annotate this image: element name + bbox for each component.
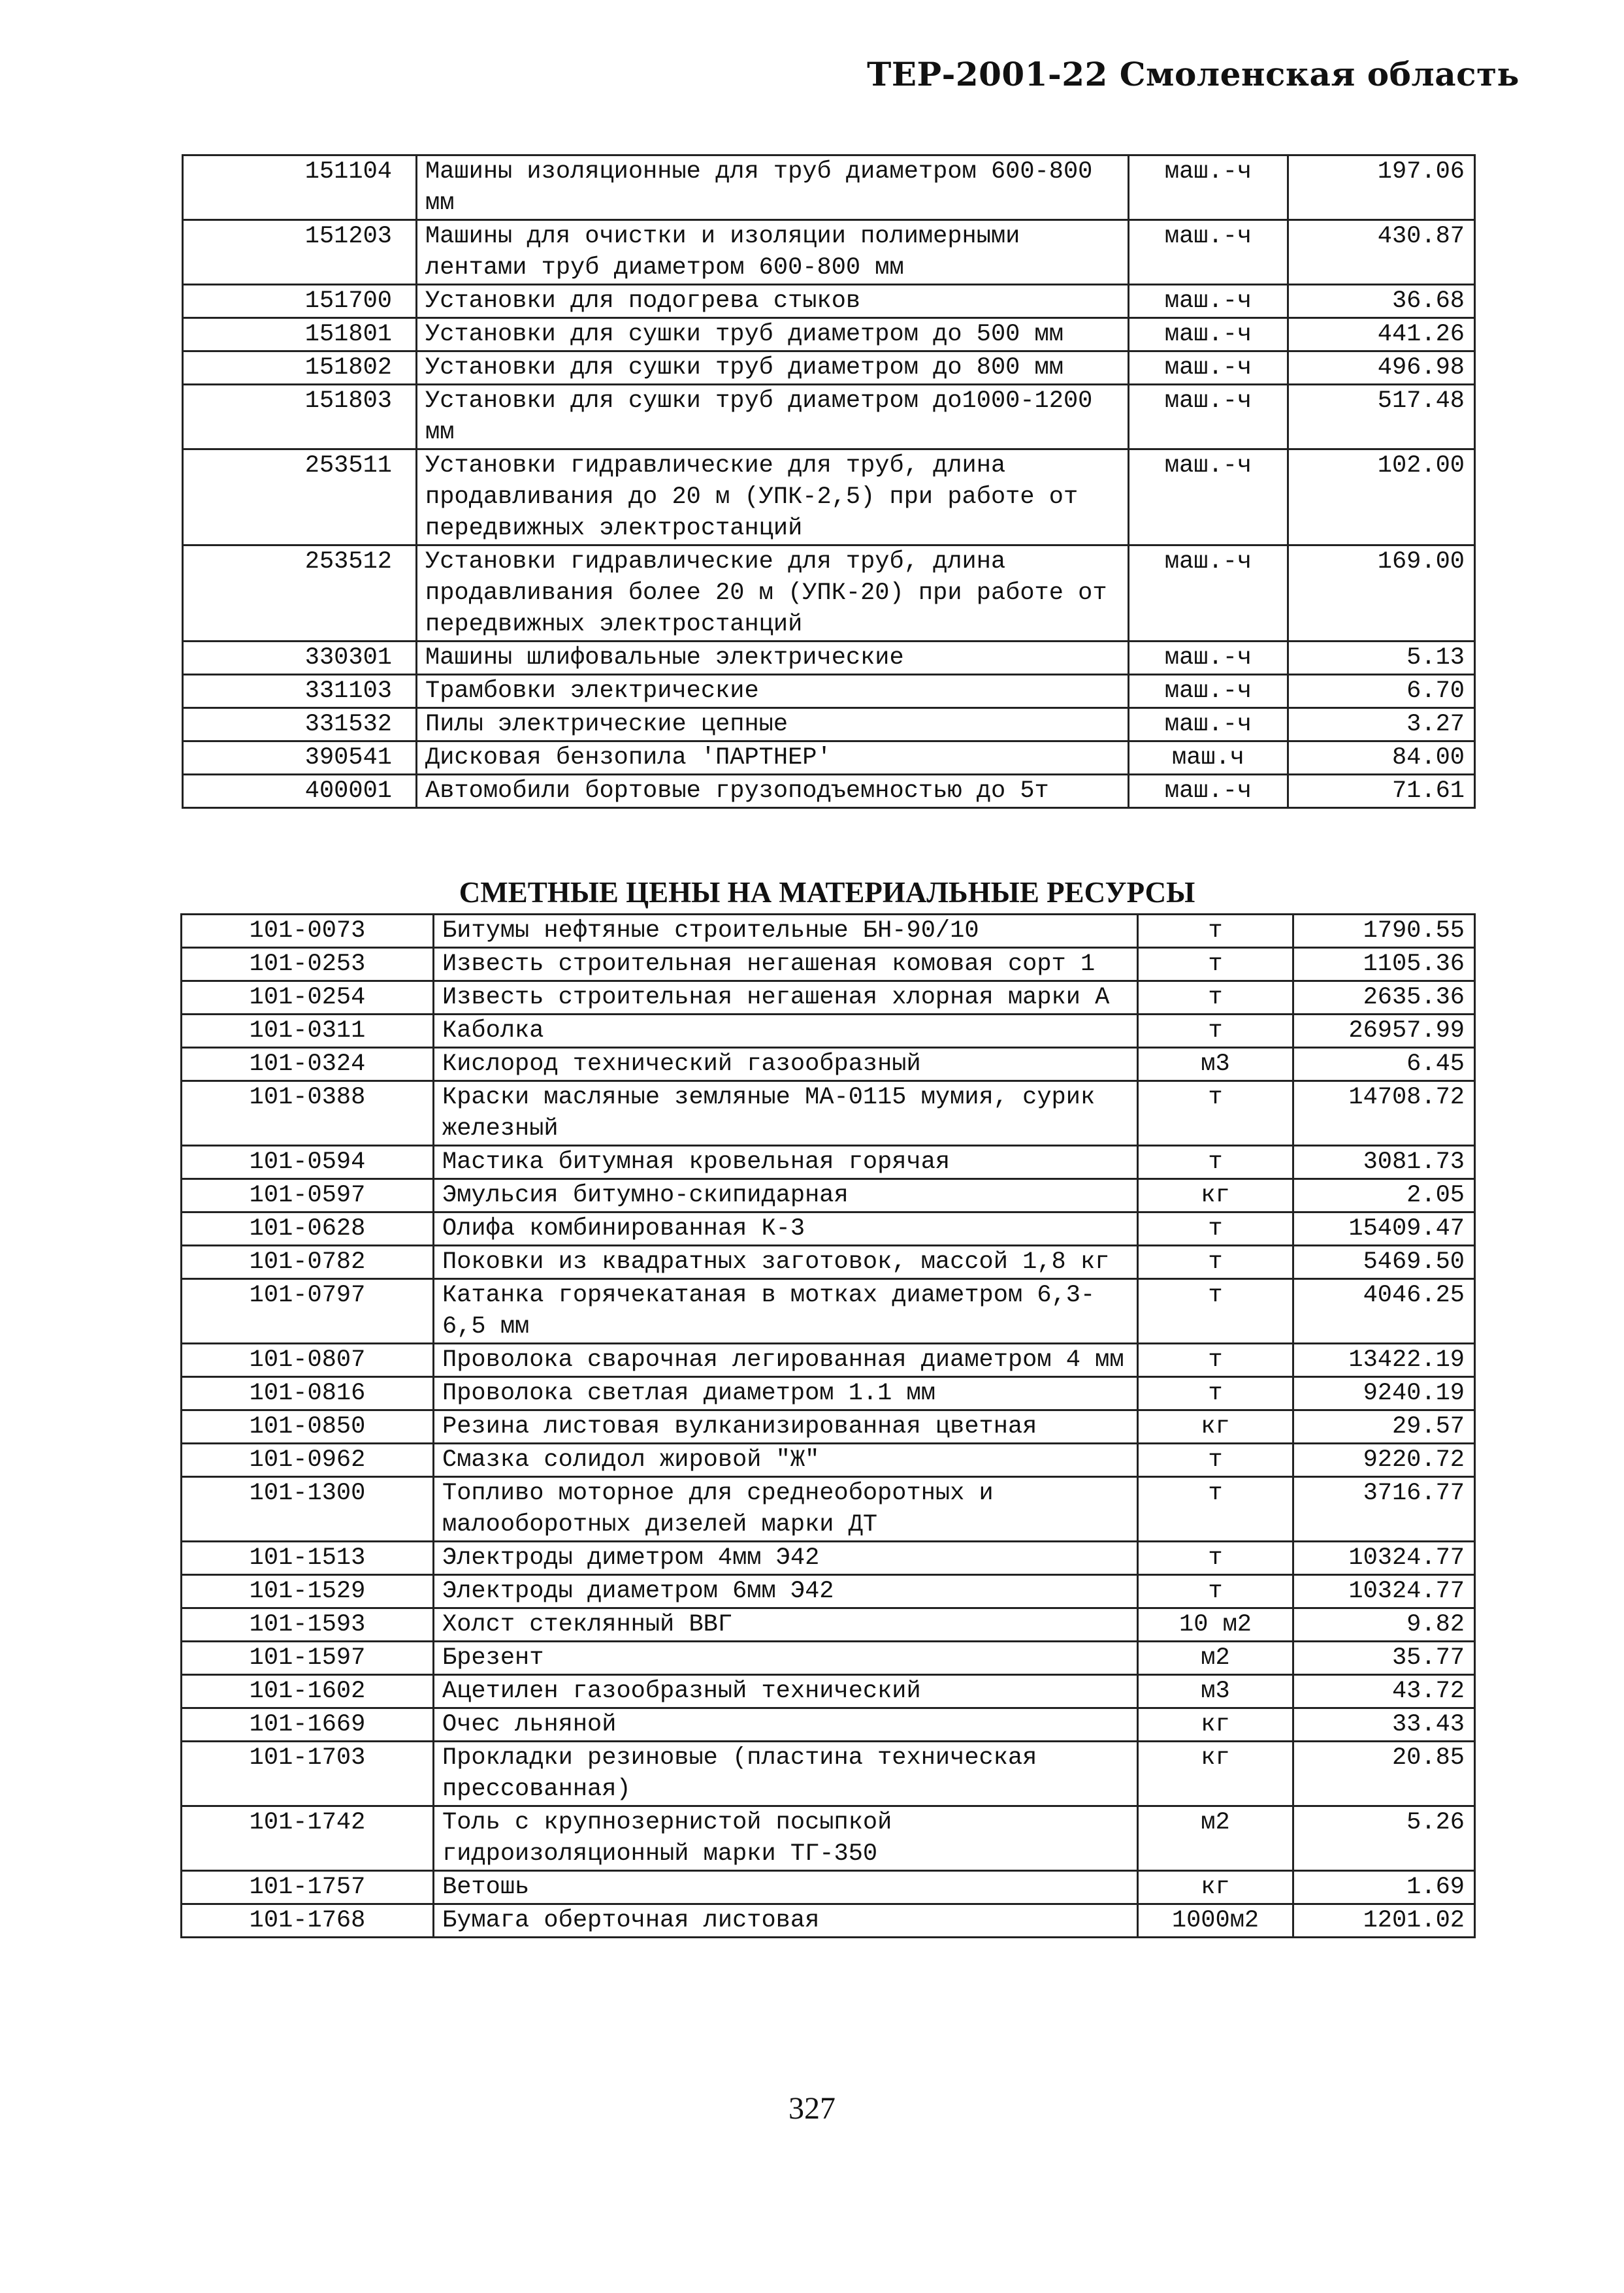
row-unit: т	[1138, 1542, 1293, 1575]
row-price: 36.68	[1288, 285, 1475, 318]
row-price: 3716.77	[1293, 1477, 1475, 1542]
row-unit: маш.-ч	[1129, 449, 1288, 545]
row-name: Толь с крупнозернистой посыпкой гидроизоляционный марки ТГ-350	[434, 1806, 1138, 1871]
row-name: Смазка солидол жировой "Ж"	[434, 1444, 1138, 1477]
row-name: Ацетилен газообразный технический	[434, 1675, 1138, 1708]
row-name: Установки для сушки труб диаметром до1000-1200 мм	[417, 385, 1129, 449]
materials-table-body	[182, 915, 1475, 1938]
row-name: Кислород технический газообразный	[434, 1048, 1138, 1081]
table-row	[182, 1477, 1475, 1542]
row-code: 151803	[183, 385, 417, 449]
row-code: 101-1742	[182, 1806, 434, 1871]
row-unit: т	[1138, 981, 1293, 1015]
table-row	[182, 915, 1475, 948]
row-price: 9220.72	[1293, 1444, 1475, 1477]
table-row	[183, 708, 1475, 741]
row-name: Резина листовая вулканизированная цветная	[434, 1410, 1138, 1444]
row-unit: кг	[1138, 1742, 1293, 1806]
row-price: 2.05	[1293, 1179, 1475, 1212]
row-price: 496.98	[1288, 351, 1475, 385]
machines-price-table	[182, 154, 1476, 809]
materials-section-title: СМЕТНЫЕ ЦЕНЫ НА МАТЕРИАЛЬНЫЕ РЕСУРСЫ	[459, 876, 1195, 909]
table-row	[182, 1048, 1475, 1081]
table-row	[183, 545, 1475, 642]
row-unit: т	[1138, 1246, 1293, 1279]
row-code: 101-1602	[182, 1675, 434, 1708]
row-price: 6.45	[1293, 1048, 1475, 1081]
row-code: 101-0797	[182, 1279, 434, 1344]
row-unit: маш.-ч	[1129, 351, 1288, 385]
row-unit: т	[1138, 1212, 1293, 1246]
row-name: Известь строительная негашеная комовая сорт 1	[434, 948, 1138, 981]
row-unit: т	[1138, 948, 1293, 981]
row-price: 5.13	[1288, 642, 1475, 675]
row-code: 400001	[183, 775, 417, 808]
row-code: 253511	[183, 449, 417, 545]
row-price: 9.82	[1293, 1608, 1475, 1642]
row-price: 10324.77	[1293, 1542, 1475, 1575]
table-row	[182, 1410, 1475, 1444]
row-code: 390541	[183, 741, 417, 775]
row-code: 101-1300	[182, 1477, 434, 1542]
row-code: 101-0253	[182, 948, 434, 981]
row-price: 2635.36	[1293, 981, 1475, 1015]
table-row	[182, 1642, 1475, 1675]
row-unit: маш.-ч	[1129, 775, 1288, 808]
row-code: 331532	[183, 708, 417, 741]
row-code: 151802	[183, 351, 417, 385]
row-code: 101-0597	[182, 1179, 434, 1212]
row-unit: 10 м2	[1138, 1608, 1293, 1642]
row-price: 26957.99	[1293, 1015, 1475, 1048]
row-price: 10324.77	[1293, 1575, 1475, 1608]
table-row	[183, 155, 1475, 220]
row-name: Топливо моторное для среднеоборотных и малооборотных дизелей марки ДТ	[434, 1477, 1138, 1542]
row-price: 517.48	[1288, 385, 1475, 449]
row-name: Мастика битумная кровельная горячая	[434, 1146, 1138, 1179]
row-unit: маш.-ч	[1129, 385, 1288, 449]
row-name: Машины шлифовальные электрические	[417, 642, 1129, 675]
row-name: Электроды диметром 4мм Э42	[434, 1542, 1138, 1575]
row-code: 101-0782	[182, 1246, 434, 1279]
row-unit: м3	[1138, 1048, 1293, 1081]
table-row	[182, 1542, 1475, 1575]
row-price: 3.27	[1288, 708, 1475, 741]
row-unit: м2	[1138, 1642, 1293, 1675]
row-price: 5469.50	[1293, 1246, 1475, 1279]
table-row	[182, 1377, 1475, 1410]
table-row	[182, 1146, 1475, 1179]
row-price: 1.69	[1293, 1871, 1475, 1904]
row-name: Катанка горячекатаная в мотках диаметром 6,3-6,5 мм	[434, 1279, 1138, 1344]
row-price: 4046.25	[1293, 1279, 1475, 1344]
row-name: Краски масляные земляные МА-0115 мумия, сурик железный	[434, 1081, 1138, 1146]
row-price: 1790.55	[1293, 915, 1475, 948]
row-price: 33.43	[1293, 1708, 1475, 1742]
row-name: Установки гидравлические для труб, длина продавливания более 20 м (УПК-20) при работе от передвижных электростанций	[417, 545, 1129, 642]
page-header-title: ТЕР-2001-22 Смоленская область	[867, 55, 1519, 93]
row-price: 35.77	[1293, 1642, 1475, 1675]
table-row	[182, 948, 1475, 981]
table-row	[183, 449, 1475, 545]
row-code: 101-0962	[182, 1444, 434, 1477]
table-row	[183, 775, 1475, 808]
row-code: 101-0594	[182, 1146, 434, 1179]
row-name: Установки гидравлические для труб, длина продавливания до 20 м (УПК-2,5) при работе от передвижных электростанций	[417, 449, 1129, 545]
row-name: Установки для сушки труб диаметром до 800 мм	[417, 351, 1129, 385]
row-name: Холст стеклянный ВВГ	[434, 1608, 1138, 1642]
row-name: Прокладки резиновые (пластина техническая прессованная)	[434, 1742, 1138, 1806]
table-row	[182, 1279, 1475, 1344]
row-price: 430.87	[1288, 220, 1475, 285]
table-row	[182, 1444, 1475, 1477]
row-name: Проволока сварочная легированная диаметром 4 мм	[434, 1344, 1138, 1377]
row-code: 151700	[183, 285, 417, 318]
row-price: 1105.36	[1293, 948, 1475, 981]
row-unit: т	[1138, 915, 1293, 948]
row-unit: т	[1138, 1344, 1293, 1377]
row-code: 101-1669	[182, 1708, 434, 1742]
table-row	[183, 385, 1475, 449]
row-unit: маш.-ч	[1129, 545, 1288, 642]
table-row	[183, 642, 1475, 675]
row-name: Очес льняной	[434, 1708, 1138, 1742]
row-price: 84.00	[1288, 741, 1475, 775]
row-unit: м3	[1138, 1675, 1293, 1708]
row-unit: т	[1138, 1081, 1293, 1146]
table-row	[182, 1015, 1475, 1048]
row-unit: маш.-ч	[1129, 708, 1288, 741]
row-name: Автомобили бортовые грузоподъемностью до 5т	[417, 775, 1129, 808]
row-code: 101-1513	[182, 1542, 434, 1575]
table-row	[182, 1806, 1475, 1871]
table-row	[182, 1904, 1475, 1938]
row-name: Поковки из квадратных заготовок, массой 1,8 кг	[434, 1246, 1138, 1279]
row-price: 71.61	[1288, 775, 1475, 808]
table-row	[182, 1575, 1475, 1608]
row-unit: маш.-ч	[1129, 642, 1288, 675]
table-row	[183, 318, 1475, 351]
row-code: 101-0628	[182, 1212, 434, 1246]
table-row	[183, 351, 1475, 385]
row-name: Машины для очистки и изоляции полимерными лентами труб диаметром 600-800 мм	[417, 220, 1129, 285]
row-name: Известь строительная негашеная хлорная марки А	[434, 981, 1138, 1015]
row-price: 14708.72	[1293, 1081, 1475, 1146]
row-price: 13422.19	[1293, 1344, 1475, 1377]
row-unit: 1000м2	[1138, 1904, 1293, 1938]
table-row	[182, 1246, 1475, 1279]
row-unit: маш.-ч	[1129, 155, 1288, 220]
row-unit: т	[1138, 1377, 1293, 1410]
row-code: 101-0816	[182, 1377, 434, 1410]
row-name: Ветошь	[434, 1871, 1138, 1904]
row-unit: т	[1138, 1575, 1293, 1608]
table-row	[182, 1212, 1475, 1246]
table-row	[183, 741, 1475, 775]
row-price: 1201.02	[1293, 1904, 1475, 1938]
table-row	[182, 1608, 1475, 1642]
row-price: 441.26	[1288, 318, 1475, 351]
table-row	[182, 1179, 1475, 1212]
page-number: 327	[788, 2091, 836, 2126]
row-price: 43.72	[1293, 1675, 1475, 1708]
row-code: 101-0073	[182, 915, 434, 948]
row-name: Машины изоляционные для труб диаметром 600-800 мм	[417, 155, 1129, 220]
row-name: Олифа комбинированная К-3	[434, 1212, 1138, 1246]
row-unit: маш.-ч	[1129, 675, 1288, 708]
row-code: 151203	[183, 220, 417, 285]
row-price: 9240.19	[1293, 1377, 1475, 1410]
row-name: Каболка	[434, 1015, 1138, 1048]
row-unit: т	[1138, 1279, 1293, 1344]
row-name: Пилы электрические цепные	[417, 708, 1129, 741]
row-unit: т	[1138, 1444, 1293, 1477]
table-row	[182, 981, 1475, 1015]
row-code: 331103	[183, 675, 417, 708]
row-unit: кг	[1138, 1871, 1293, 1904]
row-name: Электроды диаметром 6мм Э42	[434, 1575, 1138, 1608]
row-code: 101-0807	[182, 1344, 434, 1377]
row-code: 101-0311	[182, 1015, 434, 1048]
row-code: 151104	[183, 155, 417, 220]
table-row	[182, 1871, 1475, 1904]
row-unit: кг	[1138, 1410, 1293, 1444]
row-price: 169.00	[1288, 545, 1475, 642]
row-unit: маш.ч	[1129, 741, 1288, 775]
table-row	[182, 1742, 1475, 1806]
row-price: 20.85	[1293, 1742, 1475, 1806]
row-unit: маш.-ч	[1129, 285, 1288, 318]
row-code: 101-0254	[182, 981, 434, 1015]
row-unit: маш.-ч	[1129, 318, 1288, 351]
row-name: Дисковая бензопила 'ПАРТНЕР'	[417, 741, 1129, 775]
row-price: 15409.47	[1293, 1212, 1475, 1246]
row-code: 101-1757	[182, 1871, 434, 1904]
table-row	[182, 1081, 1475, 1146]
row-name: Установки для подогрева стыков	[417, 285, 1129, 318]
row-unit: м2	[1138, 1806, 1293, 1871]
row-code: 330301	[183, 642, 417, 675]
table-row	[183, 675, 1475, 708]
row-code: 101-0388	[182, 1081, 434, 1146]
table-row	[183, 220, 1475, 285]
row-unit: т	[1138, 1015, 1293, 1048]
row-code: 101-0324	[182, 1048, 434, 1081]
row-name: Трамбовки электрические	[417, 675, 1129, 708]
row-code: 101-1768	[182, 1904, 434, 1938]
row-name: Установки для сушки труб диаметром до 500 мм	[417, 318, 1129, 351]
table-row	[183, 285, 1475, 318]
row-unit: кг	[1138, 1708, 1293, 1742]
row-price: 3081.73	[1293, 1146, 1475, 1179]
table-row	[182, 1675, 1475, 1708]
table-row	[182, 1708, 1475, 1742]
table-row	[182, 1344, 1475, 1377]
row-name: Битумы нефтяные строительные БН-90/10	[434, 915, 1138, 948]
row-price: 102.00	[1288, 449, 1475, 545]
row-price: 5.26	[1293, 1806, 1475, 1871]
row-unit: т	[1138, 1477, 1293, 1542]
row-price: 29.57	[1293, 1410, 1475, 1444]
row-name: Бумага оберточная листовая	[434, 1904, 1138, 1938]
row-code: 101-0850	[182, 1410, 434, 1444]
row-code: 101-1593	[182, 1608, 434, 1642]
row-name: Брезент	[434, 1642, 1138, 1675]
row-unit: кг	[1138, 1179, 1293, 1212]
row-name: Эмульсия битумно-скипидарная	[434, 1179, 1138, 1212]
row-unit: т	[1138, 1146, 1293, 1179]
materials-price-table	[180, 913, 1476, 1938]
row-code: 253512	[183, 545, 417, 642]
machines-table-body	[183, 155, 1475, 808]
row-unit: маш.-ч	[1129, 220, 1288, 285]
row-code: 101-1703	[182, 1742, 434, 1806]
row-price: 6.70	[1288, 675, 1475, 708]
row-name: Проволока светлая диаметром 1.1 мм	[434, 1377, 1138, 1410]
row-code: 101-1597	[182, 1642, 434, 1675]
row-price: 197.06	[1288, 155, 1475, 220]
row-code: 151801	[183, 318, 417, 351]
row-code: 101-1529	[182, 1575, 434, 1608]
